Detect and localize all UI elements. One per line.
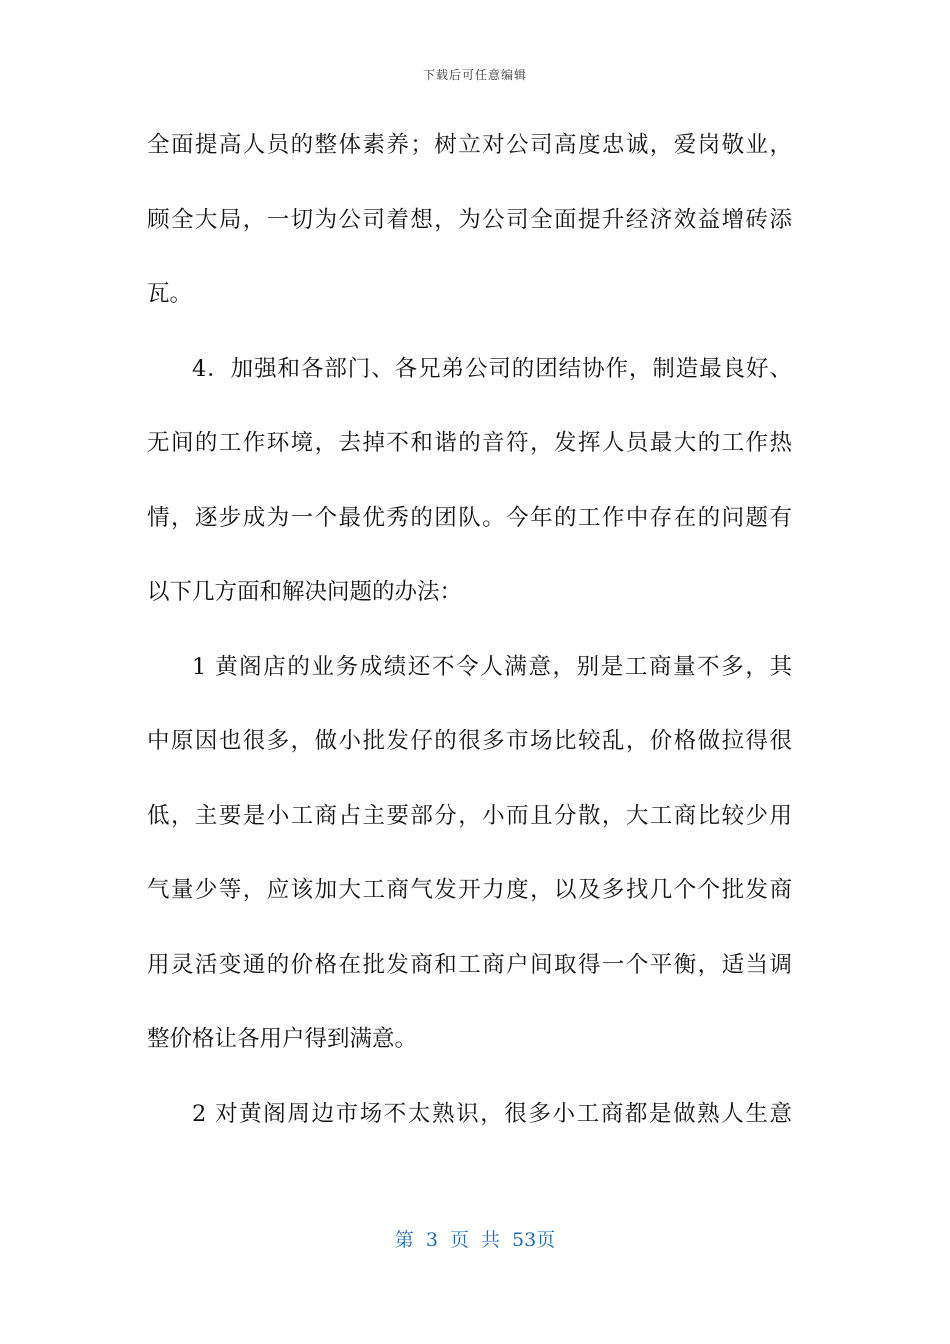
text-line: 瓦。 [147,281,193,307]
text-line: 中原因也很多，做小批发仔的很多市场比较乱，价格做拉得很 [147,728,792,754]
text-line: 4．加强和各部门、各兄弟公司的团结协作，制造最良好、 [192,355,792,382]
text-line: 以下几方面和解决问题的办法： [147,579,463,605]
text-line: 整价格让各用户得到满意。 [147,1026,418,1052]
text-line: 顾全大局，一切为公司着想，为公司全面提升经济效益增砖添 [147,206,792,233]
page-header-note: 下载后可任意编辑 [422,68,527,82]
text-line: 无间的工作环境，去掉不和谐的音符，发挥人员最大的工作热 [147,430,792,456]
text-line: 用灵活变通的价格在批发商和工商户间取得一个平衡，适当调 [147,951,792,978]
text-line: 2 对黄阁周边市场不太熟识，很多小工商都是做熟人生意 [192,1100,792,1127]
text-line: 全面提高人员的整体素养；树立对公司高度忠诚，爱岗敬业， [147,132,792,158]
text-line: 情，逐步成为一个最优秀的团队。今年的工作中存在的问题有 [147,504,792,531]
text-line: 低，主要是小工商占主要部分，小而且分散，大工商比较少用 [147,802,792,829]
text-line: 1 黄阁店的业务成绩还不令人满意，别是工商量不多，其 [192,653,792,680]
document-body [147,108,792,1151]
page-number-footer: 第 3 页 共 53页 [394,1229,556,1251]
text-line: 气量少等，应该加大工商气发开力度，以及多找几个个批发商 [147,877,792,903]
